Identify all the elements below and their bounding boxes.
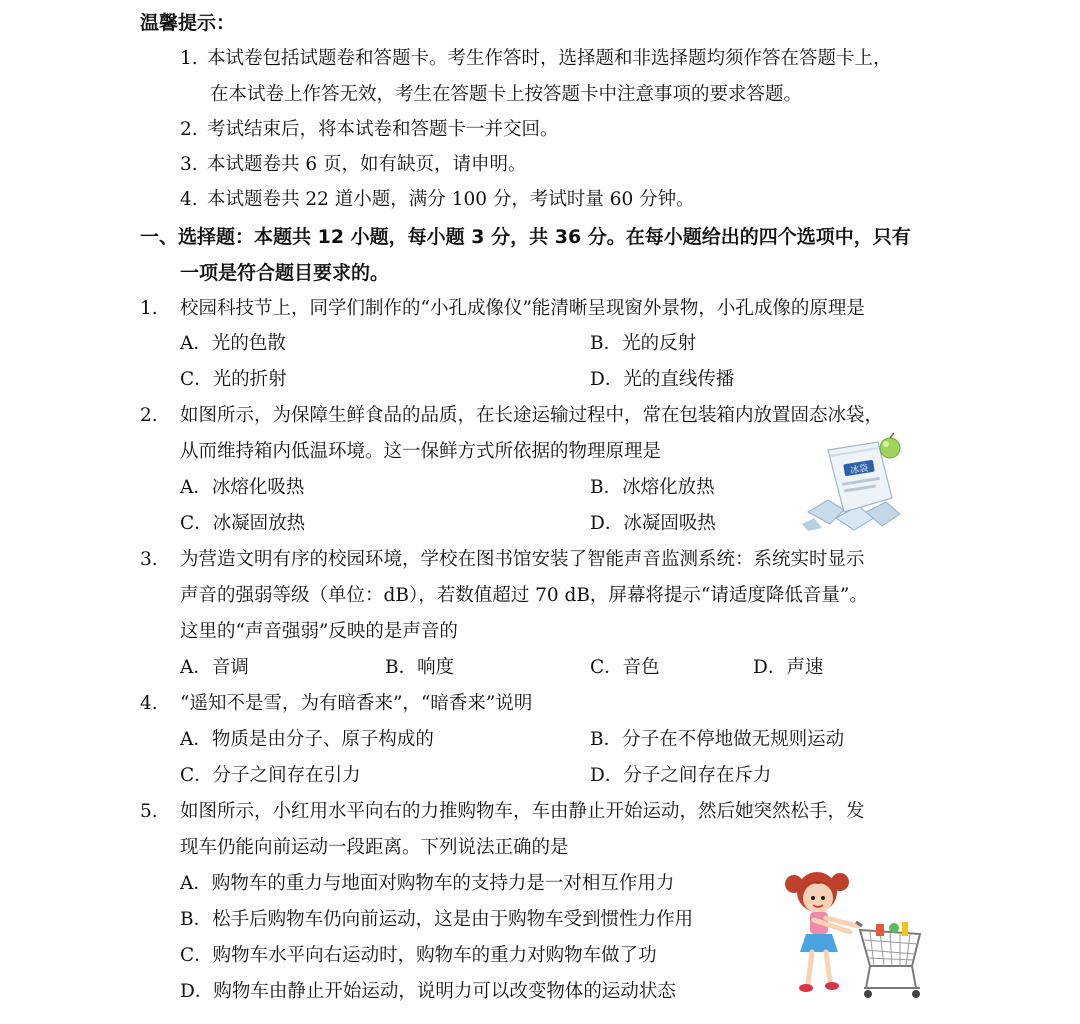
notice-title: 温馨提示： [140,12,236,34]
question-4-stem: “遥知不是雪，为有暗香来”，“暗香来”说明 [180,693,533,714]
question-2-stem-line2: 从而维持箱内低温环境。这一保鲜方式所依据的物理原理是 [180,441,662,462]
question-2-number: 2. [140,405,158,426]
question-1-stem: 校园科技节上，同学们制作的“小孔成像仪”能清晰呈现窗外景物，小孔成像的原理是 [180,298,865,319]
question-4-option-d: D．分子之间存在斥力 [590,765,772,786]
question-3-option-b: B．响度 [385,657,455,678]
notice-item-3-num: 3. [180,154,198,175]
question-4-option-c: C．分子之间存在引力 [180,765,361,786]
section-heading-line1: 一、选择题：本题共 12 小题，每小题 3 分，共 36 分。在每小题给出的四个选项中，只有 [140,226,911,248]
question-3-number: 3. [140,549,158,570]
question-2-option-d: D．冰凝固吸热 [590,513,716,534]
question-1-option-c: C．光的折射 [180,369,287,390]
section-heading-line2: 一项是符合题目要求的。 [180,262,390,284]
question-3-option-c: C．音色 [590,657,660,678]
question-5-stem-line1: 如图所示，小红用水平向右的力推购物车，车由静止开始运动，然后她突然松手，发 [180,801,865,822]
notice-item-2-line1: 考试结束后，将本试卷和答题卡一并交回。 [207,119,559,140]
girl-shopping-cart-figure [780,862,930,1004]
question-4-option-b: B．分子在不停地做无规则运动 [590,729,845,750]
question-5-option-a: A．购物车的重力与地面对购物车的支持力是一对相互作用力 [180,873,675,894]
ice-bag-figure [800,432,910,532]
notice-item-3-line1: 本试题卷共 6 页，如有缺页，请申明。 [207,154,527,175]
question-5-option-c: C．购物车水平向右运动时，购物车的重力对购物车做了功 [180,945,657,966]
question-3-stem-line2: 声音的强弱等级（单位：dB），若数值超过 70 dB，屏幕将提示“请适度降低音量”。 [180,585,868,606]
notice-item-1-num: 1. [180,48,198,69]
question-2-option-a: A．冰熔化吸热 [180,477,305,498]
question-2-option-c: C．冰凝固放热 [180,513,306,534]
notice-item-4-num: 4. [180,189,198,210]
question-4-option-a: A．物质是由分子、原子构成的 [180,729,434,750]
question-5-option-d: D．购物车由静止开始运动，说明力可以改变物体的运动状态 [180,981,676,1002]
question-5-option-b: B．松手后购物车仍向前运动，这是由于购物车受到惯性力作用 [180,909,694,930]
notice-item-1-line2: 在本试卷上作答无效，考生在答题卡上按答题卡中注意事项的要求答题。 [210,84,803,105]
question-1-option-b: B．光的反射 [590,333,697,354]
question-5-number: 5. [140,801,158,822]
question-1-option-a: A．光的色散 [180,333,286,354]
question-4-number: 4. [140,693,158,714]
question-5-stem-line2: 现车仍能向前运动一段距离。下列说法正确的是 [180,837,569,858]
question-1-option-d: D．光的直线传播 [590,369,735,390]
question-2-stem-line1: 如图所示，为保障生鲜食品的品质，在长途运输过程中，常在包装箱内放置固态冰袋， [180,405,884,426]
question-3-option-a: A．音调 [180,657,249,678]
question-3-stem-line3: 这里的“声音强弱”反映的是声音的 [180,621,458,642]
girl-shopping-cart-image [780,862,930,1004]
question-3-option-d: D．声速 [753,657,824,678]
ice-bag-image [800,432,910,532]
question-3-stem-line1: 为营造文明有序的校园环境，学校在图书馆安装了智能声音监测系统：系统实时显示 [180,549,865,570]
notice-item-1-line1: 本试卷包括试题卷和答题卡。考生作答时，选择题和非选择题均须作答在答题卡上， [207,48,892,69]
question-1-number: 1. [140,298,158,319]
notice-item-4-line1: 本试题卷共 22 道小题，满分 100 分，考试时量 60 分钟。 [207,189,695,210]
question-2-option-b: B．冰熔化放热 [590,477,715,498]
ice-bag-label: 冰袋 [849,463,869,477]
notice-item-2-num: 2. [180,119,198,140]
